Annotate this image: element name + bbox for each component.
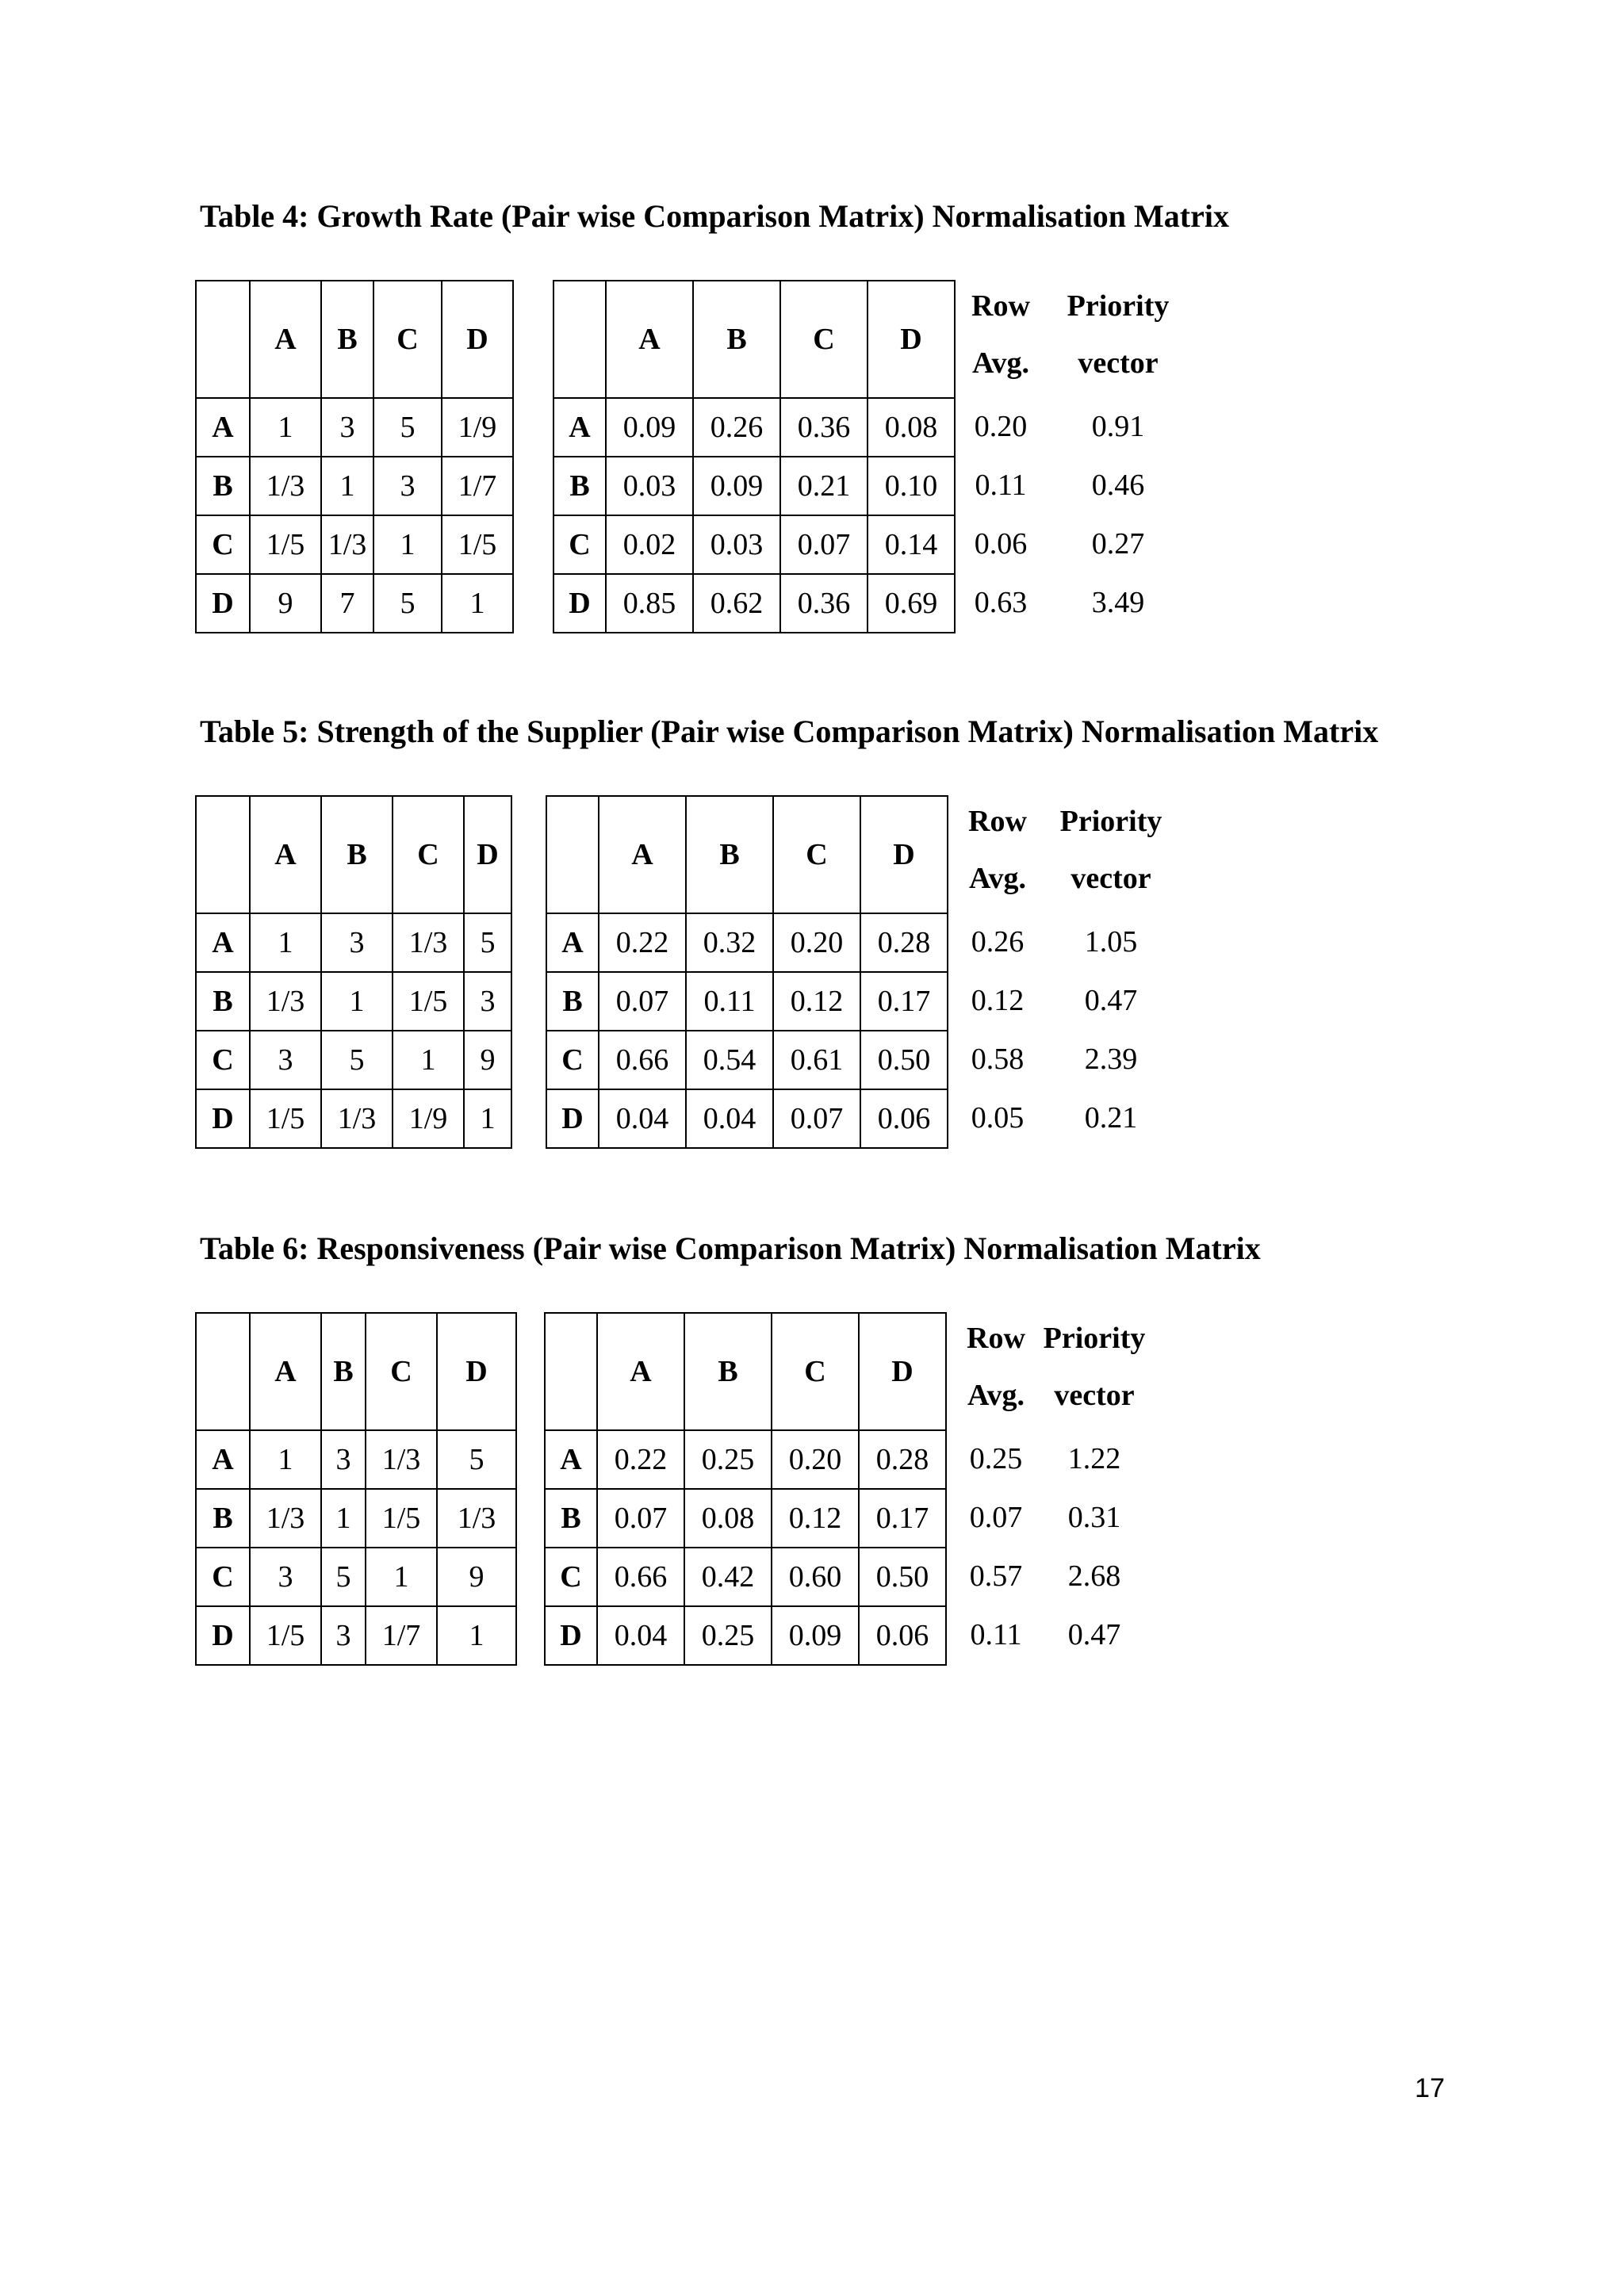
table-row (196, 913, 511, 972)
table-cell: 0.03 (606, 457, 693, 515)
row-header: C (196, 515, 250, 574)
row-header: B (545, 1489, 597, 1548)
table-cell: 1 (393, 1031, 464, 1089)
table-cell: 0.54 (686, 1031, 773, 1089)
row-header: C (545, 1548, 597, 1606)
table-cell: 0.12 (772, 1489, 859, 1548)
column-header: C (373, 281, 442, 398)
column-header: A (250, 1313, 321, 1430)
row-header: B (196, 972, 250, 1031)
column-header (1044, 795, 1178, 913)
table-cell: 1/5 (366, 1489, 437, 1548)
table-cell: 0.08 (868, 398, 955, 457)
column-value: 3.49 (1091, 586, 1145, 619)
table-cell: 9 (250, 574, 321, 633)
table-row (546, 1031, 948, 1089)
column-header: C (366, 1313, 437, 1430)
table-cell: 0.62 (693, 574, 780, 633)
column-header-line: vector (1054, 1379, 1135, 1412)
column-header: B (693, 281, 780, 398)
column-header-line: Priority (1043, 1322, 1146, 1355)
column-header: C (393, 796, 464, 913)
table-row (553, 574, 955, 633)
table-cell: 3 (250, 1548, 321, 1606)
row-header: B (196, 1489, 250, 1548)
column-header-line: vector (1078, 346, 1159, 380)
page-number: 17 (1415, 2073, 1445, 2103)
table-row (196, 1089, 511, 1148)
table-cell: 1 (373, 515, 442, 574)
table-cell: 1 (442, 574, 513, 633)
table-cell: 1 (464, 1089, 511, 1148)
column-value: 0.05 (971, 1101, 1025, 1135)
pairwise-comparison-matrix (195, 795, 512, 1149)
table-row (196, 1548, 516, 1606)
row-header: A (553, 398, 606, 457)
column-value: 1.22 (1067, 1442, 1121, 1475)
table-cell: 0.25 (684, 1606, 772, 1665)
table-cell: 0.22 (599, 913, 686, 972)
header-row (196, 1313, 516, 1430)
column-header: A (597, 1313, 684, 1430)
pairwise-comparison-matrix (195, 1312, 517, 1666)
row-header: D (196, 1606, 250, 1665)
table-cell: 3 (250, 1031, 321, 1089)
column-value: 2.39 (1084, 1043, 1138, 1076)
row-header: B (546, 972, 599, 1031)
table-cell: 0.09 (772, 1606, 859, 1665)
table-cell: 0.50 (860, 1031, 948, 1089)
table-cell: 1/3 (393, 913, 464, 972)
column-header: C (773, 796, 860, 913)
table-cell: 1 (366, 1548, 437, 1606)
column-header: A (250, 796, 321, 913)
table-cell: 1/3 (250, 972, 321, 1031)
table-cell: 0.10 (868, 457, 955, 515)
table-cell: 0.09 (606, 398, 693, 457)
table-cell: 0.61 (773, 1031, 860, 1089)
column-value: 0.12 (971, 984, 1025, 1017)
table-cell: 1/3 (321, 515, 373, 574)
row-header: C (196, 1548, 250, 1606)
row-header: D (553, 574, 606, 633)
column-value: 1.05 (1084, 925, 1138, 959)
corner-cell (196, 796, 250, 913)
column-header-line: Row (971, 289, 1030, 323)
column-header: D (860, 796, 948, 913)
table-cell: 0.14 (868, 515, 955, 574)
column-header: B (321, 796, 393, 913)
row-header: D (545, 1606, 597, 1665)
table-cell: 0.20 (772, 1430, 859, 1489)
row-header: D (546, 1089, 599, 1148)
normalisation-matrix (544, 1312, 947, 1666)
table-cell: 0.60 (772, 1548, 859, 1606)
table-cell: 0.09 (693, 457, 780, 515)
table-cell: 0.17 (859, 1489, 946, 1548)
table-cell: 0.66 (599, 1031, 686, 1089)
column-value: 0.57 (969, 1559, 1023, 1593)
table-row (545, 1548, 946, 1606)
row-header: A (196, 913, 250, 972)
table-cell: 1/9 (393, 1089, 464, 1148)
table-cell: 0.12 (773, 972, 860, 1031)
column-header: D (859, 1313, 946, 1430)
table-cell: 0.07 (773, 1089, 860, 1148)
table-cell: 1/3 (250, 1489, 321, 1548)
table-section (0, 1230, 1624, 1867)
header-row (196, 281, 513, 398)
table-cell: 1/7 (366, 1606, 437, 1665)
table-cell: 0.66 (597, 1548, 684, 1606)
corner-cell (553, 281, 606, 398)
table-cell: 0.03 (693, 515, 780, 574)
column-value: 0.47 (1084, 984, 1138, 1017)
table-cell: 1/5 (250, 515, 321, 574)
table-cell: 0.36 (780, 574, 868, 633)
table-row (546, 972, 948, 1031)
table-row (553, 515, 955, 574)
table-cell: 1 (250, 913, 321, 972)
table-cell: 0.04 (599, 1089, 686, 1148)
table-cell: 5 (321, 1548, 366, 1606)
table-cell: 0.04 (686, 1089, 773, 1148)
row-header: A (196, 398, 250, 457)
column-value: 0.63 (974, 586, 1028, 619)
column-header: B (321, 281, 373, 398)
table-row (545, 1606, 946, 1665)
row-header: B (553, 457, 606, 515)
corner-cell (545, 1313, 597, 1430)
row-header: C (553, 515, 606, 574)
column-header: A (250, 281, 321, 398)
table-row (196, 1031, 511, 1089)
row-header: A (196, 1430, 250, 1489)
corner-cell (546, 796, 599, 913)
column-header: D (464, 796, 511, 913)
table-cell: 0.85 (606, 574, 693, 633)
corner-cell (196, 1313, 250, 1430)
table-cell: 0.06 (859, 1606, 946, 1665)
table-cell: 0.02 (606, 515, 693, 574)
column-value: 0.07 (969, 1501, 1023, 1534)
table-cell: 1 (321, 457, 373, 515)
table-cell: 0.26 (693, 398, 780, 457)
table-cell: 0.07 (599, 972, 686, 1031)
pairwise-comparison-matrix (195, 280, 514, 633)
table-cell: 1/5 (250, 1089, 321, 1148)
row-header: C (196, 1031, 250, 1089)
table-row (196, 574, 513, 633)
table-cell: 0.04 (597, 1606, 684, 1665)
row-header: D (196, 574, 250, 633)
table-caption: Table 4: Growth Rate (Pair wise Comparison Matrix) Normalisation Matrix (200, 198, 1229, 234)
table-cell: 3 (373, 457, 442, 515)
table-cell: 1 (250, 1430, 321, 1489)
table-cell: 0.06 (860, 1089, 948, 1148)
column-header: A (599, 796, 686, 913)
table-row (553, 398, 955, 457)
table-caption: Table 6: Responsiveness (Pair wise Comparison Matrix) Normalisation Matrix (200, 1230, 1261, 1266)
table-cell: 5 (464, 913, 511, 972)
column-header: D (442, 281, 513, 398)
row-header: A (545, 1430, 597, 1489)
table-cell: 3 (321, 913, 393, 972)
table-cell: 3 (321, 1606, 366, 1665)
table-cell: 9 (464, 1031, 511, 1089)
column-header: A (606, 281, 693, 398)
table-row (553, 457, 955, 515)
table-row (196, 1606, 516, 1665)
table-cell: 0.17 (860, 972, 948, 1031)
table-cell: 0.69 (868, 574, 955, 633)
table-cell: 1/7 (442, 457, 513, 515)
table-cell: 1/3 (437, 1489, 516, 1548)
column-header: B (686, 796, 773, 913)
table-cell: 0.21 (780, 457, 868, 515)
table-cell: 3 (321, 398, 373, 457)
normalisation-matrix (553, 280, 956, 633)
table-cell: 5 (437, 1430, 516, 1489)
column-header: C (772, 1313, 859, 1430)
header-row (545, 1313, 946, 1430)
table-cell: 3 (464, 972, 511, 1031)
column-header (1051, 280, 1185, 397)
column-header (949, 280, 1052, 397)
row-header: C (546, 1031, 599, 1089)
table-cell: 0.08 (684, 1489, 772, 1548)
column-header: C (780, 281, 868, 398)
corner-cell (196, 281, 250, 398)
table-cell: 0.20 (773, 913, 860, 972)
column-header: B (684, 1313, 772, 1430)
table-cell: 5 (373, 398, 442, 457)
table-row (196, 457, 513, 515)
table-row (546, 913, 948, 972)
table-cell: 0.11 (686, 972, 773, 1031)
table-cell: 1/5 (393, 972, 464, 1031)
table-cell: 1 (250, 398, 321, 457)
table-cell: 0.36 (780, 398, 868, 457)
column-value: 0.20 (974, 410, 1028, 443)
table-cell: 1/5 (250, 1606, 321, 1665)
column-header (1031, 1312, 1158, 1429)
table-caption: Table 5: Strength of the Supplier (Pair wise Comparison Matrix) Normalisation Matrix (200, 714, 1379, 749)
column-value: 0.91 (1091, 410, 1145, 443)
table-cell: 0.32 (686, 913, 773, 972)
column-value: 0.26 (971, 925, 1025, 959)
column-value: 0.06 (974, 527, 1028, 561)
table-cell: 1/5 (442, 515, 513, 574)
table-cell: 0.25 (684, 1430, 772, 1489)
column-header-line: Avg. (971, 346, 1030, 380)
column-value: 2.68 (1067, 1559, 1121, 1593)
header-row (553, 281, 955, 398)
table-cell: 0.28 (860, 913, 948, 972)
table-cell: 1/3 (366, 1430, 437, 1489)
table-cell: 5 (321, 1031, 393, 1089)
column-value: 0.31 (1067, 1501, 1121, 1534)
table-row (196, 972, 511, 1031)
column-header-line: Row (968, 805, 1027, 838)
table-cell: 0.07 (780, 515, 868, 574)
table-cell: 3 (321, 1430, 366, 1489)
column-header-line: vector (1071, 862, 1151, 895)
table-cell: 0.42 (684, 1548, 772, 1606)
column-value: 0.46 (1091, 469, 1145, 502)
table-cell: 1/3 (250, 457, 321, 515)
column-value: 0.11 (975, 469, 1027, 502)
column-value: 0.25 (969, 1442, 1023, 1475)
table-row (196, 515, 513, 574)
table-row (196, 398, 513, 457)
column-header: D (868, 281, 955, 398)
column-value: 0.47 (1067, 1618, 1121, 1651)
header-row (546, 796, 948, 913)
normalisation-matrix (546, 795, 948, 1149)
row-header: B (196, 457, 250, 515)
table-row (196, 1430, 516, 1489)
header-row (196, 796, 511, 913)
table-cell: 1/3 (321, 1089, 393, 1148)
column-value: 0.11 (970, 1618, 1022, 1651)
row-header: D (196, 1089, 250, 1148)
column-header-line: Priority (1059, 805, 1162, 838)
table-cell: 1/9 (442, 398, 513, 457)
column-header: D (437, 1313, 516, 1430)
table-row (196, 1489, 516, 1548)
column-header (946, 795, 1049, 913)
table-cell: 5 (373, 574, 442, 633)
column-value: 0.27 (1091, 527, 1145, 561)
table-row (546, 1089, 948, 1148)
column-header-line: Avg. (967, 1379, 1025, 1412)
column-header-line: Row (967, 1322, 1025, 1355)
column-header-line: Priority (1067, 289, 1170, 323)
table-cell: 9 (437, 1548, 516, 1606)
table-cell: 0.50 (859, 1548, 946, 1606)
column-value: 0.21 (1084, 1101, 1138, 1135)
column-header: B (321, 1313, 366, 1430)
table-cell: 0.28 (859, 1430, 946, 1489)
column-value: 0.58 (971, 1043, 1025, 1076)
table-cell: 7 (321, 574, 373, 633)
table-cell: 0.22 (597, 1430, 684, 1489)
table-cell: 1 (321, 1489, 366, 1548)
table-cell: 1 (437, 1606, 516, 1665)
column-header-line: Avg. (968, 862, 1027, 895)
table-cell: 1 (321, 972, 393, 1031)
table-row (545, 1489, 946, 1548)
row-header: A (546, 913, 599, 972)
table-cell: 0.07 (597, 1489, 684, 1548)
table-row (545, 1430, 946, 1489)
